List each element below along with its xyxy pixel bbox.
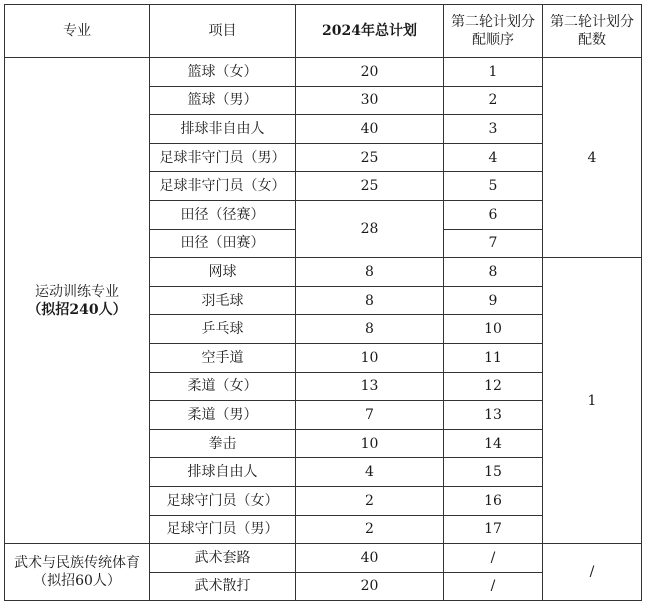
header-count-line2: 配数 <box>578 32 606 48</box>
major-quota: （拟招60人） <box>33 573 121 590</box>
order-cell: 14 <box>444 429 543 458</box>
major-quota: （拟招240人） <box>27 301 127 318</box>
table-row <box>5 544 642 573</box>
item-cell: 武术散打 <box>150 572 296 601</box>
header-row <box>5 5 642 58</box>
table-row <box>5 58 642 87</box>
item-cell: 篮球（男） <box>150 86 296 115</box>
order-cell: / <box>444 544 543 573</box>
plan-cell: 2 <box>296 486 444 515</box>
header-count <box>543 5 642 58</box>
item-cell: 柔道（女） <box>150 372 296 401</box>
item-cell: 足球非守门员（男） <box>150 143 296 172</box>
item-cell: 乒乓球 <box>150 315 296 344</box>
header-order-line2: 配顺序 <box>472 32 514 48</box>
item-cell: 足球守门员（女） <box>150 486 296 515</box>
item-cell: 武术套路 <box>150 544 296 573</box>
item-cell: 柔道（男） <box>150 401 296 430</box>
order-cell: 3 <box>444 115 543 144</box>
item-cell: 排球非自由人 <box>150 115 296 144</box>
item-cell: 空手道 <box>150 343 296 372</box>
order-cell: 15 <box>444 458 543 487</box>
plan-cell: 30 <box>296 86 444 115</box>
order-cell: 17 <box>444 515 543 544</box>
order-cell: / <box>444 572 543 601</box>
order-cell: 11 <box>444 343 543 372</box>
plan-cell: 13 <box>296 372 444 401</box>
item-cell: 足球非守门员（女） <box>150 172 296 201</box>
order-cell: 2 <box>444 86 543 115</box>
header-major: 专业 <box>5 5 150 58</box>
plan-cell: 2 <box>296 515 444 544</box>
plan-cell: 40 <box>296 115 444 144</box>
order-cell: 10 <box>444 315 543 344</box>
plan-cell: 25 <box>296 143 444 172</box>
item-cell: 网球 <box>150 258 296 287</box>
item-cell: 田径（田赛） <box>150 229 296 258</box>
plan-cell: 40 <box>296 544 444 573</box>
major-name: 武术与民族传统体育 <box>14 555 140 572</box>
plan-cell: 10 <box>296 429 444 458</box>
allocation-table <box>4 4 642 601</box>
major-cell <box>5 544 150 601</box>
order-cell: 6 <box>444 200 543 229</box>
header-order <box>444 5 543 58</box>
plan-cell: 10 <box>296 343 444 372</box>
major-name: 运动训练专业 <box>35 283 119 300</box>
order-cell: 7 <box>444 229 543 258</box>
order-cell: 8 <box>444 258 543 287</box>
plan-cell: 8 <box>296 258 444 287</box>
major-cell <box>5 58 150 544</box>
count-cell: / <box>543 544 642 601</box>
plan-cell: 20 <box>296 58 444 87</box>
item-cell: 拳击 <box>150 429 296 458</box>
header-order-line1: 第二轮计划分 <box>451 14 535 30</box>
order-cell: 1 <box>444 58 543 87</box>
plan-cell: 7 <box>296 401 444 430</box>
plan-cell: 28 <box>296 200 444 257</box>
header-count-line1: 第二轮计划分 <box>550 14 634 30</box>
order-cell: 9 <box>444 286 543 315</box>
item-cell: 篮球（女） <box>150 58 296 87</box>
count-cell: 1 <box>543 258 642 544</box>
order-cell: 5 <box>444 172 543 201</box>
count-cell: 4 <box>543 58 642 258</box>
plan-cell: 25 <box>296 172 444 201</box>
order-cell: 4 <box>444 143 543 172</box>
order-cell: 13 <box>444 401 543 430</box>
item-cell: 排球自由人 <box>150 458 296 487</box>
order-cell: 12 <box>444 372 543 401</box>
plan-cell: 4 <box>296 458 444 487</box>
plan-cell: 20 <box>296 572 444 601</box>
plan-cell: 8 <box>296 315 444 344</box>
item-cell: 田径（径赛） <box>150 200 296 229</box>
item-cell: 羽毛球 <box>150 286 296 315</box>
order-cell: 16 <box>444 486 543 515</box>
header-item: 项目 <box>150 5 296 58</box>
header-total-plan: 2024年总计划 <box>296 5 444 58</box>
item-cell: 足球守门员（男） <box>150 515 296 544</box>
plan-cell: 8 <box>296 286 444 315</box>
